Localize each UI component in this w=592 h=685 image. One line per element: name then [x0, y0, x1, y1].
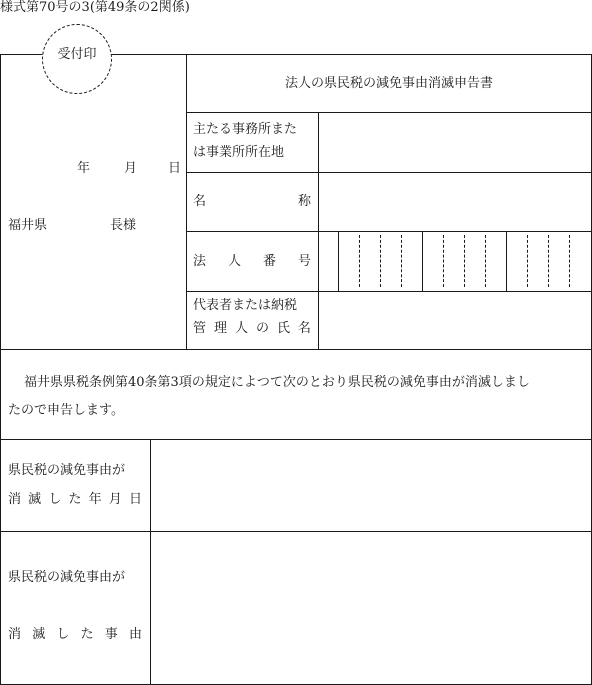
extinction-reason-label-char: 滅 — [32, 627, 46, 642]
form-number: 様式第70号の3(第49条の2関係) — [0, 0, 190, 15]
upper-split-line — [186, 54, 187, 350]
date-month-label: 月 — [124, 161, 138, 176]
name-label-char: 名 — [193, 194, 207, 209]
extinction-date-label-char: 年 — [88, 492, 102, 507]
representative-label-line1: 代表者または納税 — [193, 298, 298, 313]
extinction-date-label-line1: 県民税の減免事由が — [8, 463, 126, 478]
extinction-reason-label-char: 由 — [128, 627, 142, 642]
corp-number-field[interactable] — [339, 232, 591, 291]
extinction-date-label-char: 滅 — [28, 492, 42, 507]
extinction-date-field[interactable] — [151, 440, 591, 531]
office-address-field[interactable] — [319, 113, 591, 172]
addressee-title: 長様 — [110, 218, 137, 233]
extinction-reason-field[interactable] — [151, 532, 591, 684]
extinction-date-label-char: し — [48, 492, 62, 507]
extinction-date-label-line2 — [8, 492, 142, 508]
corp-number-label-char: 番 — [262, 254, 276, 269]
representative-label-line2 — [193, 321, 311, 337]
addressee-prefecture: 福井県 — [8, 218, 48, 233]
representative-field[interactable] — [319, 292, 591, 349]
corp-number-label-char: 人 — [227, 254, 241, 269]
rep-label-char: 人 — [234, 321, 248, 336]
office-address-label-line2: は事業所所在地 — [193, 145, 285, 160]
outer-left-border — [0, 54, 1, 685]
extinction-date-label-char: 日 — [128, 492, 142, 507]
reception-seal-label: 受付印 — [57, 47, 97, 62]
reception-seal-circle — [42, 24, 112, 94]
rep-label-char: 氏 — [276, 321, 290, 336]
extinction-date-label-char: 月 — [108, 492, 122, 507]
date-year-label: 年 — [77, 161, 91, 176]
corp-number-label-char: 法 — [193, 254, 207, 269]
declaration-line1: 福井県県税条例第40条第3項の規定によつて次のとおり県民税の減免事由が消滅しまし — [24, 375, 530, 390]
name-label — [193, 194, 311, 210]
extinction-reason-label-line1: 県民税の減免事由が — [8, 570, 126, 585]
office-address-label-line1: 主たる事務所また — [193, 122, 298, 137]
corp-number-label — [193, 254, 311, 270]
corp-number-label-char: 号 — [297, 254, 311, 269]
rep-label-char: 名 — [297, 321, 311, 336]
rep-label-char: の — [255, 321, 269, 336]
declaration-line2: たので申告します。 — [8, 403, 124, 418]
extinction-reason-label-line2 — [8, 627, 142, 643]
name-field[interactable] — [319, 173, 591, 231]
upper-block-bottom — [0, 349, 592, 350]
form-title: 法人の県民税の減免事由消滅申告書 — [284, 76, 493, 91]
extinction-reason-label-char: し — [56, 627, 70, 642]
rep-label-char: 管 — [193, 321, 207, 336]
date-day-label: 日 — [168, 161, 182, 176]
extinction-reason-label-char: 消 — [8, 627, 22, 642]
name-label-char: 称 — [297, 194, 311, 209]
extinction-date-label-char: た — [68, 492, 82, 507]
extinction-reason-label-char: 事 — [104, 627, 118, 642]
extinction-reason-label-char: た — [80, 627, 94, 642]
rep-label-char: 理 — [213, 321, 227, 336]
extinction-date-label-char: 消 — [8, 492, 22, 507]
